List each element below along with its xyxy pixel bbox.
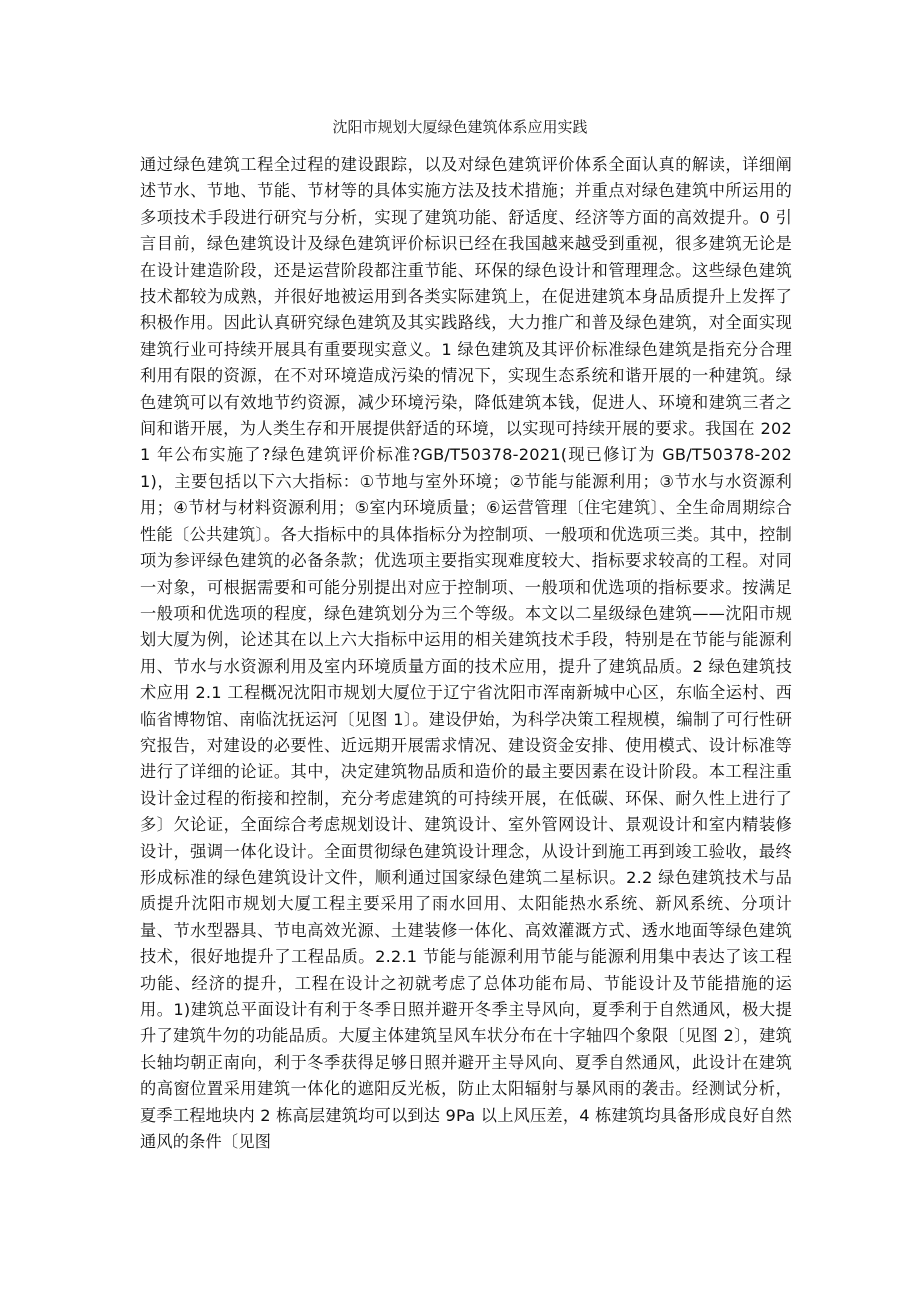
document-title: 沈阳市规划大厦绿色建筑体系应用实践 [332, 118, 588, 136]
document-body-paragraph: 通过绿色建筑工程全过程的建设跟踪，以及对绿色建筑评价体系全面认真的解读，详细阐述节水、节地、节能、节材等的具体实施方法及技术措施；并重点对绿色建筑中所运用的多项技术手段进行研究与分析，实现了建筑功能、舒适度、经济等方面的高效提升。0 引言目前，绿色建筑设计及绿色建筑评价标识已经在我国越来越受到重视，很多建筑无论是在设计建造阶段，还是运营阶段都注重节能、环保的绿色设计和管理理念。这些绿色建筑技术都较为成熟，并很好地被运用到各类实际建筑上，在促进建筑本身品质提升上发挥了积极作用。因此认真研究绿色建筑及其实践路线，大力推广和普及绿色建筑，对全面实现建筑行业可持续开展具有重要现实意义。1 绿色建筑及其评价标准绿色建筑是指充分合理利用有限的资源，在不对环境造成污染的情况下，实现生态系统和谐开展的一种建筑。绿色建筑可以有效地节约资源，减少环境污染，降低建筑本钱，促进人、环境和建筑三者之间和谐开展，为人类生存和开展提供舒适的环境，以实现可持续开展的要求。我国在 2021 年公布实施了?绿色建筑评价标准?GB/T50378-2021(现已修订为 GB/T50378-2021)，主要包括以下六大指标：①节地与室外环境；②节能与能源利用；③节水与水资源利用；④节材与材料资源利用；⑤室内环境质量；⑥运营管理〔住宅建筑〕、全生命周期综合性能〔公共建筑〕。各大指标中的具体指标分为控制项、一般项和优选项三类。其中，控制项为参评绿色建筑的必备条款；优选项主要指实现难度较大、指标要求较高的工程。对同一对象，可根据需要和可能分别提出对应于控制项、一般项和优选项的指标要求。按满足一般项和优选项的程度，绿色建筑划分为三个等级。本文以二星级绿色建筑——沈阳市规划大厦为例，论述其在以上六大指标中运用的相关建筑技术手段，特别是在节能与能源利用、节水与水资源利用及室内环境质量方面的技术应用，提升了建筑品质。2 绿色建筑技术应用 2.1 工程概况沈阳市规划大厦位于辽宁省沈阳市浑南新城中心区，东临全运村、西临省博物馆、南临沈抚运河〔见图 1〕。建设伊始，为科学决策工程规模，编制了可行性研究报告，对建设的必要性、近远期开展需求情况、建设资金安排、使用模式、设计标准等进行了详细的论证。其中，决定建筑物品质和造价的最主要因素在设计阶段。本工程注重设计金过程的衔接和控制，充分考虑建筑的可持续开展，在低碳、环保、耐久性上进行了多〕欠论证，全面综合考虑规划设计、建筑设计、室外管网设计、景观设计和室内精装修设计，强调一体化设计。全面贯彻绿色建筑设计理念，从设计到施工再到竣工验收，最终形成标准的绿色建筑设计文件，顺利通过国家绿色建筑二星标识。2.2 绿色建筑技术与品质提升沈阳市规划大厦工程主要采用了雨水回用、太阳能热水系统、新风系统、分项计量、节水型器具、节电高效光源、土建装修一体化、高效灌溉方式、透水地面等绿色建筑技术，很好地提升了工程品质。2.2.1 节能与能源利用节能与能源利用集中表达了该工程功能、经济的提升，工程在设计之初就考虑了总体功能布局、节能设计及节能措施的运用。1)建筑总平面设计有利于冬季日照并避开冬季主导风向，夏季利于自然通风，极大提升了建筑牛勿的功能品质。大厦主体建筑呈风车状分布在十字轴四个象限〔见图 2〕，建筑长轴均朝正南向，利于冬季获得足够日照并避开主导风向、夏季自然通风，此设计在建筑的高窗位置采用建筑一体化的遮阳反光板，防止太阳辐射与暴风雨的袭击。经测试分析，夏季工程地块内 2 栋高层建筑均可以到达 9Pa 以上风压差，4 栋建筑均具备形成良好自然通风的条件〔见图 [140, 155, 792, 1152]
